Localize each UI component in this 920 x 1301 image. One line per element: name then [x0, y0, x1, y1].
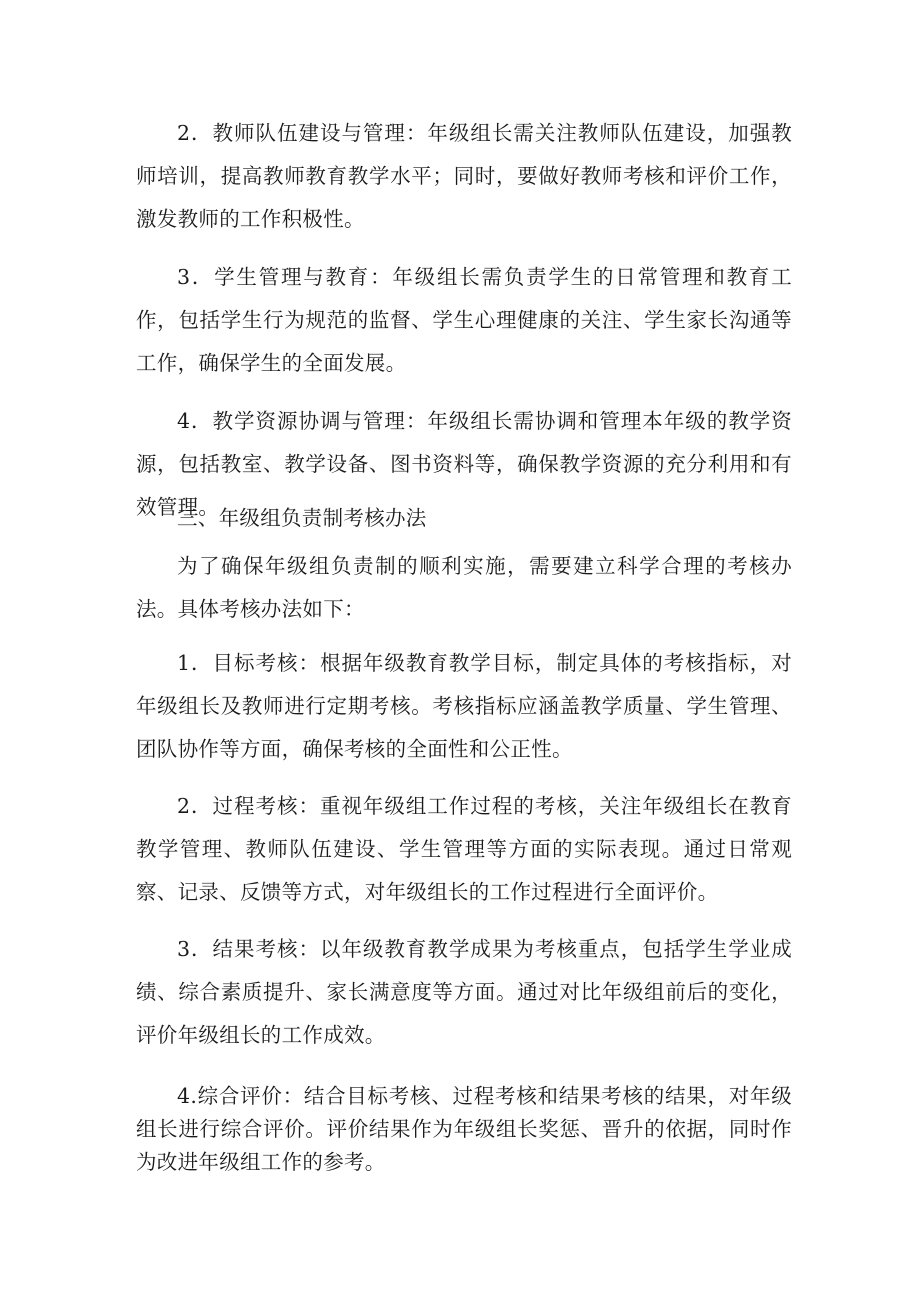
- paragraph-student-management: 3．学生管理与教育：年级组长需负责学生的日常管理和教育工作，包括学生行为规范的监督、学生心理健康的关注、学生家长沟通等工作，确保学生的全面发展。: [136, 265, 792, 375]
- paragraph-intro: 为了确保年级组负责制的顺利实施，需要建立科学合理的考核办法。具体考核办法如下：: [136, 554, 792, 621]
- paragraph-goal-assessment: 1．目标考核：根据年级教育教学目标，制定具体的考核指标，对年级组长及教师进行定期考核。考核指标应涵盖教学质量、学生管理、团队协作等方面，确保考核的全面性和公正性。: [136, 651, 792, 761]
- paragraph-result-assessment: 3．结果考核：以年级教育教学成果为考核重点，包括学生学业成绩、综合素质提升、家长满意度等方面。通过对比年级组前后的变化，评价年级组长的工作成效。: [136, 937, 792, 1047]
- paragraph-teaching-resources: 4．教学资源协调与管理：年级组长需协调和管理本年级的教学资源，包括教室、教学设备、图书资料等，确保教学资源的充分利用和有效管理。: [136, 409, 792, 519]
- paragraph-comprehensive-evaluation: 4.综合评价：结合目标考核、过程考核和结果考核的结果，对年级组长进行综合评价。评价结果作为年级组长奖惩、晋升的依据，同时作为改进年级组工作的参考。: [136, 1084, 792, 1174]
- paragraph-teacher-team: 2．教师队伍建设与管理：年级组长需关注教师队伍建设，加强教师培训，提高教师教育教学水平；同时，要做好教师考核和评价工作，激发教师的工作积极性。: [136, 121, 792, 231]
- section-heading: 三、年级组负责制考核办法: [177, 506, 427, 530]
- paragraph-process-assessment: 2．过程考核：重视年级组工作过程的考核，关注年级组长在教育教学管理、教师队伍建设、学生管理等方面的实际表现。通过日常观察、记录、反馈等方式，对年级组长的工作过程进行全面评价。: [136, 794, 792, 904]
